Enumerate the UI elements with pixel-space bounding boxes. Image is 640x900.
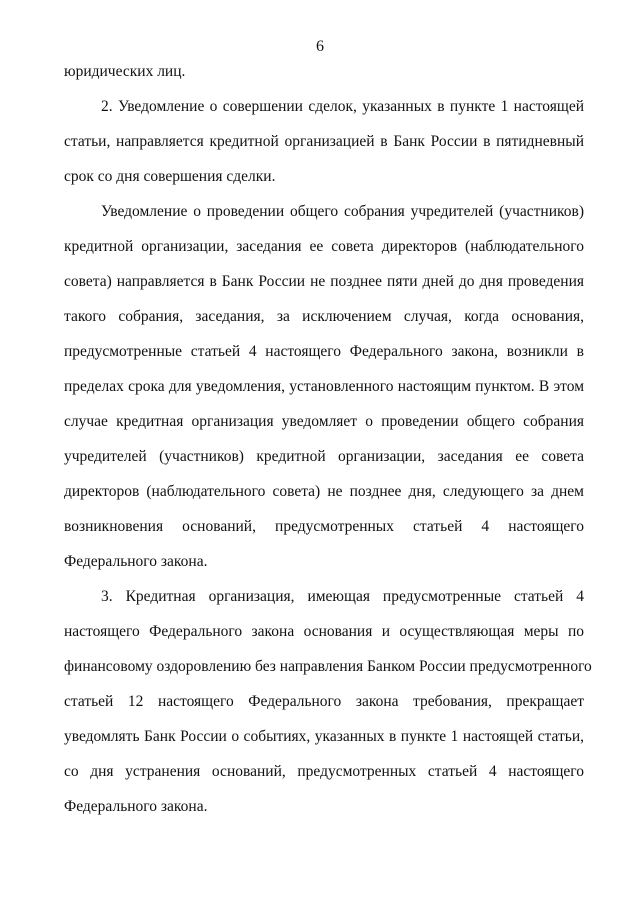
text-line: возникновения оснований, предусмотренных статьей 4 настоящего: [64, 518, 584, 535]
text-line: директоров (наблюдательного совета) не позднее дня, следующего за днем: [64, 483, 584, 500]
text-line: статьи, направляется кредитной организацией в Банк России в пятидневный: [64, 133, 584, 150]
text-line: 3. Кредитная организация, имеющая предусмотренные статьей 4: [101, 588, 584, 605]
text-line: уведомлять Банк России о событиях, указанных в пункте 1 настоящей статьи,: [64, 728, 584, 745]
text-line: пределах срока для уведомления, установленного настоящим пунктом. В этом: [64, 378, 584, 395]
document-body: [64, 54, 592, 824]
text-line: учредителей (участников) кредитной организации, заседания ее совета: [64, 448, 584, 465]
text-line: Федерального закона.: [64, 553, 208, 570]
text-line: случае кредитная организация уведомляет о проведении общего собрания: [64, 413, 584, 430]
text-line: такого собрания, заседания, за исключением случая, когда основания,: [64, 308, 584, 325]
text-line: юридических лиц.: [64, 63, 186, 80]
text-line: Федерального закона.: [64, 798, 208, 815]
text-line: совета) направляется в Банк России не позднее пяти дней до дня проведения: [64, 273, 584, 290]
page-number: 6: [316, 38, 324, 55]
text-line: срок со дня совершения сделки.: [64, 168, 276, 185]
text-line: со дня устранения оснований, предусмотренных статьей 4 настоящего: [64, 763, 584, 780]
text-line: 2. Уведомление о совершении сделок, указанных в пункте 1 настоящей: [101, 98, 584, 115]
text-line: предусмотренные статьей 4 настоящего Федерального закона, возникли в: [64, 343, 584, 360]
text-line: Уведомление о проведении общего собрания учредителей (участников): [101, 203, 584, 220]
text-line: кредитной организации, заседания ее совета директоров (наблюдательного: [64, 238, 584, 255]
text-line: статьей 12 настоящего Федерального закона требования, прекращает: [64, 693, 584, 710]
text-line: финансовому оздоровлению без направления Банком России предусмотренного: [64, 658, 592, 675]
text-line: настоящего Федерального закона основания и осуществляющая меры по: [64, 623, 584, 640]
